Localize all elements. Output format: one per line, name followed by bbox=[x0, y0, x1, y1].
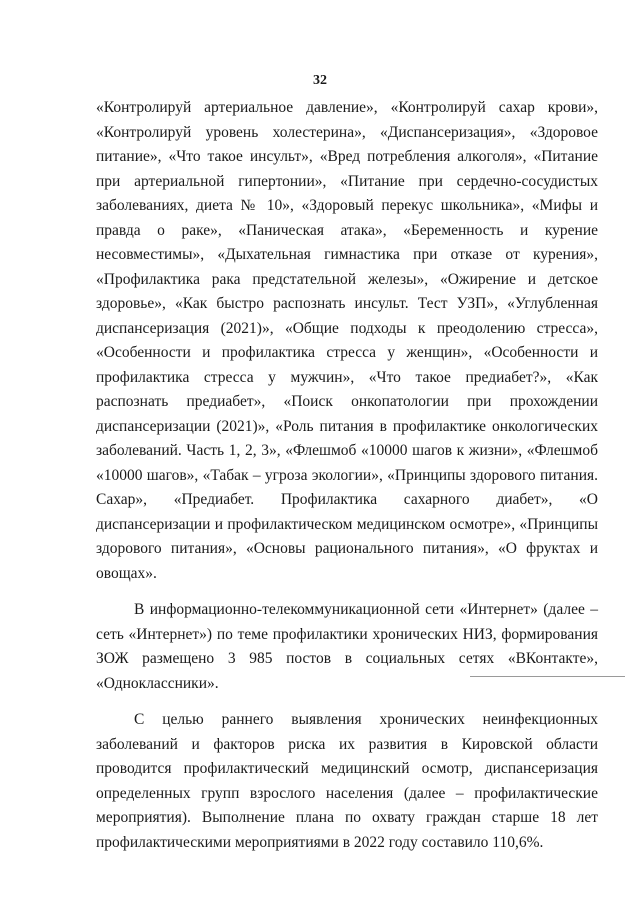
body-text bbox=[96, 96, 598, 855]
scan-artifact-line bbox=[470, 676, 625, 677]
paragraph-preventive-measures: С целью раннего выявления хронических неинфекционных заболеваний и факторов риска их развития в Кировской области проводится профилактический медицинский осмотр, диспансеризация определенных групп взрослого населения (далее – профилактические мероприятия). Выполнение плана по охвату граждан старше 18 лет профилактическими мероприятиями в 2022 году составило 110,6%. bbox=[96, 711, 598, 851]
paragraph-internet-posts: В информационно-телекоммуникационной сети «Интернет» (далее – сеть «Интернет») по теме профилактики хронических НИЗ, формирования ЗОЖ размещено 3 985 постов в социальных сетях «ВКонтакте», «Одноклассники». bbox=[96, 601, 598, 692]
page-number: 32 bbox=[313, 73, 327, 88]
paragraph-campaign-list: «Контролируй артериальное давление», «Контролируй сахар крови», «Контролируй уровень холестерина», «Диспансеризация», «Здоровое питание», «Что такое инсульт», «Вред потребления алкоголя», «Питание при артериальной гипертонии», «Питание при сердечно-сосудистых заболеваниях, диета № 10», «Здоровый перекус школьника», «Мифы и правда о раке», «Паническая атака», «Беременность и курение несовместимы», «Дыхательная гимнастика при отказе от курения», «Профилактика рака предстательной железы», «Ожирение и детское здоровье», «Как быстро распознать инсульт. Тест УЗП», «Углубленная диспансеризация (2021)», «Общие подходы к преодолению стресса», «Особенности и профилактика стресса у женщин», «Особенности и профилактика стресса у мужчин», «Что такое предиабет?», «Как распознать предиабет», «Поиск онкопатологии при прохождении диспансеризации (2021)», «Роль питания в профилактике онкологических заболеваний. Часть 1, 2, 3», «Флешмоб «10000 шагов к жизни», «Флешмоб «10000 шагов», «Табак – угроза экологии», «Принципы здорового питания. Сахар», «Предиабет. Профилактика сахарного диабет», «О диспансеризации и профилактическом медицинском осмотре», «Принципы здорового питания», «Основы рационального питания», «О фруктах и овощах». bbox=[96, 99, 598, 582]
